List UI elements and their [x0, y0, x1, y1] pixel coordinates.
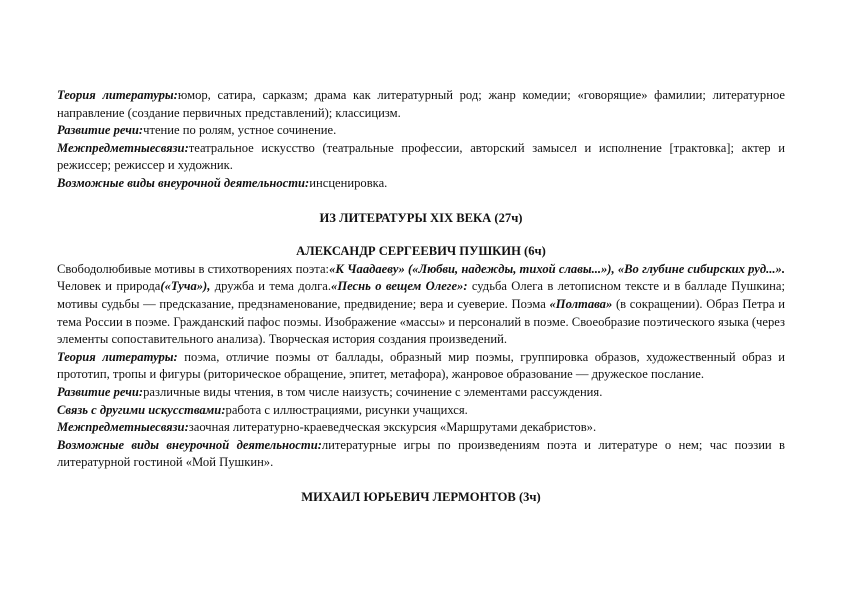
speech-label: Развитие речи:	[57, 123, 144, 138]
theory-label: Теория литературы:	[57, 88, 178, 102]
speech-text: чтение по ролям, устное сочинение.	[143, 123, 337, 138]
pushkin-interdisciplinary-label: Межпредметныесвязи:	[57, 420, 189, 435]
pushkin-interdisciplinary-text: заочная литературно-краеведческая экскурсия «Маршрутами декабристов».	[188, 420, 597, 435]
extracurricular-label: Возможные виды внеурочной деятельности:	[57, 175, 310, 190]
pushkin-extracurricular-text: литературные игры по произведениям поэта и литературе о нем; час поэзии в литературной гостиной «Мой Пушкин».	[57, 437, 785, 470]
pushkin-work-4: «Полтава»	[549, 296, 613, 311]
pushkin-work-3: «Песнь о вещем Олеге»:	[331, 279, 468, 294]
theory-paragraph	[57, 87, 785, 122]
pushkin-extracurricular-paragraph	[57, 437, 785, 472]
section-heading: ИЗ ЛИТЕРАТУРЫ XIX ВЕКА (27ч)	[319, 210, 523, 225]
pushkin-speech-paragraph	[57, 384, 785, 402]
theory-text: юмор, сатира, сарказм; драма как литературный род; жанр комедии; «говорящие» фамилии; литературное направление (создание первичных представлений); классицизм.	[57, 88, 785, 120]
pushkin-text-4: судьба Олега в летописном тексте и в балладе Пушкина; мотивы судьбы — предсказание, предзнаменование, предвидение; вера и суеверие. Поэма	[57, 279, 786, 311]
pushkin-text-3: дружба и тема долга.	[210, 279, 332, 294]
extracurricular-paragraph	[57, 175, 785, 193]
pushkin-arts-label: Связь с другими искусствами:	[57, 402, 226, 417]
pushkin-text-1: Свободолюбивые мотивы в стихотворениях поэта:	[57, 261, 330, 276]
pushkin-extracurricular-label: Возможные виды внеурочной деятельности:	[57, 437, 322, 452]
document-page	[57, 87, 785, 506]
pushkin-interdisciplinary-paragraph	[57, 419, 785, 437]
pushkin-arts-paragraph	[57, 402, 785, 420]
pushkin-theory-text: поэма, отличие поэмы от баллады, образный мир поэмы, группировка образов, художественный образ и прототип, тропы и фигуры (риторическое обращение, эпитет, метафора), жанровое образование — дружеское послание.	[57, 349, 786, 382]
pushkin-intro-paragraph	[57, 261, 785, 349]
pushkin-theory-paragraph	[57, 349, 785, 384]
interdisciplinary-label: Межпредметныесвязи:	[57, 140, 189, 155]
pushkin-theory-label: Теория литературы:	[57, 349, 178, 364]
interdisciplinary-paragraph	[57, 140, 785, 175]
pushkin-work-2: («Туча»),	[160, 279, 211, 294]
pushkin-speech-label: Развитие речи:	[57, 384, 144, 399]
pushkin-work-1: «К Чаадаеву» («Любви, надежды, тихой славы...»), «Во глубине сибирских руд...».	[329, 261, 785, 276]
pushkin-text-5: (в сокращении). Образ Петра и тема России в поэме. Гражданский пафос поэмы. Изображение «массы» и персоналий в поэме. Своеобразие поэтического языка (через элементы сопоставительного анализа). Творческая история создания произведений.	[57, 296, 785, 347]
interdisciplinary-text: театральное искусство (театральные профессии, авторский замысел и исполнение [трактовка]; актер и режиссер; режиссер и художник.	[57, 140, 785, 173]
pushkin-text-2: Человек и природа	[57, 279, 161, 294]
pushkin-heading: АЛЕКСАНДР СЕРГЕЕВИЧ ПУШКИН (6ч)	[296, 244, 546, 259]
speech-paragraph	[57, 122, 785, 140]
pushkin-arts-text: работа с иллюстрациями, рисунки учащихся.	[225, 402, 468, 417]
pushkin-speech-text: различные виды чтения, в том числе наизусть; сочинение с элементами рассуждения.	[143, 384, 603, 399]
lermontov-heading: МИХАИЛ ЮРЬЕВИЧ ЛЕРМОНТОВ (3ч)	[301, 489, 541, 504]
extracurricular-text: инсценировка.	[309, 175, 388, 190]
